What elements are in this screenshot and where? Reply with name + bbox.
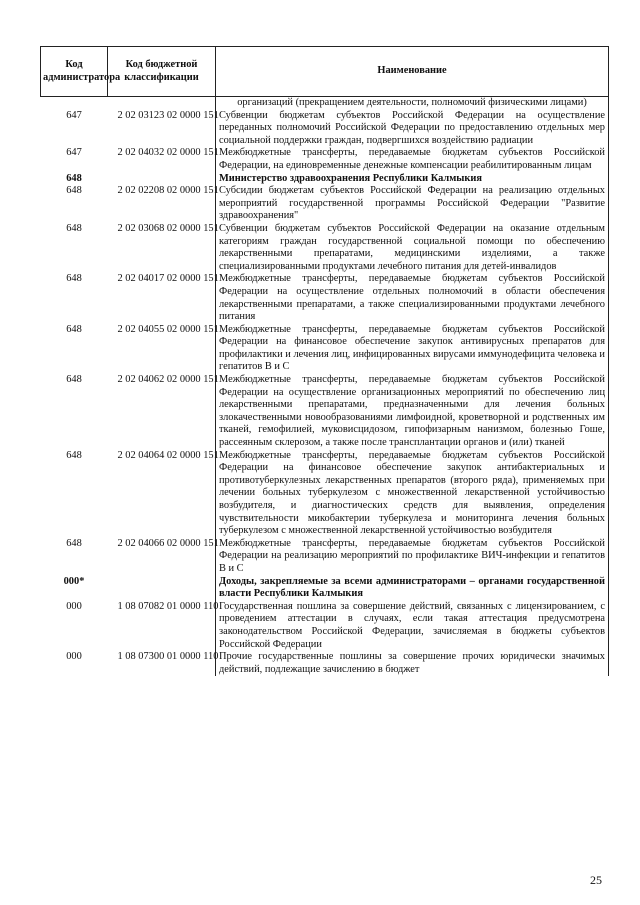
admin-code-cell: 648 xyxy=(66,537,82,549)
name-cell: Субсидии бюджетам субъектов Российской Федерации на реализацию отдельных мероприятий государственной программы Российской Федерации "Развитие здравоохранения" xyxy=(216,185,609,223)
table-header-row xyxy=(41,47,609,97)
kbk-cell: 2 02 04017 02 0000 151 xyxy=(117,273,219,285)
kbk-cell: 2 02 04066 02 0000 151 xyxy=(117,537,219,549)
admin-code-cell: 648 xyxy=(66,172,82,184)
admin-code-cell: 648 xyxy=(66,449,82,461)
kbk-cell xyxy=(108,173,216,186)
kbk-cell: 2 02 04062 02 0000 151 xyxy=(117,374,219,386)
page-number: 25 xyxy=(590,873,602,887)
table-row xyxy=(41,651,609,676)
name-cell: Прочие государственные пошлины за совершение прочих юридически значимых действий, подлежащие зачислению в бюджет xyxy=(216,651,609,676)
name-cell: Субвенции бюджетам субъектов Российской Федерации на оказание отдельным категориям граждан государственной социальной помощи по обеспечению лекарственными препаратами, медицинскими изделиями, а также специализированными продуктами лечебного питания для детей-инвалидов xyxy=(216,223,609,273)
header-kbk: Код бюджетной классификации xyxy=(108,47,216,97)
header-admin-code: Код администратора xyxy=(41,47,108,97)
kbk-cell: 2 02 04032 02 0000 151 xyxy=(117,147,219,159)
admin-code-cell: 647 xyxy=(66,147,82,159)
admin-code-cell xyxy=(41,97,108,110)
admin-code-cell: 000 xyxy=(66,651,82,663)
name-cell: Государственная пошлина за совершение действий, связанных с лицензированием, с проведением аттестации в случаях, если такая аттестация предусмотрена законодательством Российской Федерации, зачисляемая в бюджеты субъектов Российской Федерации xyxy=(216,601,609,651)
kbk-cell: 2 02 03068 02 0000 151 xyxy=(117,222,219,234)
admin-code-cell: 648 xyxy=(66,374,82,386)
name-cell: Межбюджетные трансферты, передаваемые бюджетам субъектов Российской Федерации на осуществление организационных мероприятий по обеспечению лиц лекарственными препаратами, предназначенными для лечения больных злокачественными новообразованиями лимфоидной, кроветворной и родственных им тканей, гемофилией, муковисцидозом, гипофизарным нанизмом, болезнью Гоше, рассеянным склерозом, а также после трансплантации органов и (или) тканей xyxy=(216,374,609,450)
table-row xyxy=(41,450,609,538)
kbk-cell: 2 02 02208 02 0000 151 xyxy=(117,185,219,197)
kbk-cell: 2 02 04064 02 0000 151 xyxy=(117,449,219,461)
kbk-cell xyxy=(108,97,216,110)
table-row xyxy=(41,110,609,148)
header-name: Наименование xyxy=(216,47,609,97)
table-row xyxy=(41,374,609,450)
table-row xyxy=(41,173,609,186)
admin-code-cell: 648 xyxy=(66,185,82,197)
table-row xyxy=(41,273,609,323)
name-cell: Межбюджетные трансферты, передаваемые бюджетам субъектов Российской Федерации на финансовое обеспечение закупок антибактериальных и противотуберкулезных лекарственных препаратов (второго ряда), применяемых при лечении больных туберкулезом с множественной лекарственной устойчивостью возбудителя, и диагностических средств для выявления, определения чувствительности микобактерии туберкулеза и мониторинга лечения больных туберкулезом с множественной лекарственной устойчивостью возбудителя xyxy=(216,450,609,538)
name-cell: Доходы, закрепляемые за всеми администраторами – органами государственной власти Республики Калмыкия xyxy=(216,576,609,601)
name-cell: Межбюджетные трансферты, передаваемые бюджетам субъектов Российской Федерации на осуществление отдельных полномочий в области обеспечения лекарственными препаратами, а также специализированными продуктами лечебного питания xyxy=(216,273,609,323)
table-row xyxy=(41,538,609,576)
kbk-cell: 1 08 07082 01 0000 110 xyxy=(117,600,219,612)
admin-code-cell: 648 xyxy=(66,273,82,285)
admin-code-cell: 648 xyxy=(66,323,82,335)
name-cell: Министерство здравоохранения Республики Калмыкия xyxy=(216,173,609,186)
table-row xyxy=(41,97,609,110)
kbk-cell: 2 02 04055 02 0000 151 xyxy=(117,323,219,335)
kbk-cell: 1 08 07300 01 0000 110 xyxy=(117,651,219,663)
admin-code-cell: 000 xyxy=(66,600,82,612)
table-row xyxy=(41,324,609,374)
table-row xyxy=(41,147,609,172)
name-cell: Межбюджетные трансферты, передаваемые бюджетам субъектов Российской Федерации на реализацию мероприятий по профилактике ВИЧ-инфекции и гепатитов В и С xyxy=(216,538,609,576)
name-cell: Межбюджетные трансферты, передаваемые бюджетам субъектов Российской Федерации, на единовременные денежные компенсации реабилитированным лицам xyxy=(216,147,609,172)
table-row xyxy=(41,185,609,223)
table-row xyxy=(41,601,609,651)
name-cell: Межбюджетные трансферты, передаваемые бюджетам субъектов Российской Федерации на финансовое обеспечение закупок антивирусных препаратов для профилактики и лечения лиц, инфицированных вирусами иммунодефицита человека и гепатитов В и С xyxy=(216,324,609,374)
table-row xyxy=(41,223,609,273)
kbk-cell xyxy=(108,576,216,601)
admin-code-cell: 000* xyxy=(63,575,85,587)
admin-code-cell: 647 xyxy=(66,109,82,121)
name-cell: организаций (прекращением деятельности, полномочий физическими лицами) xyxy=(216,97,609,110)
name-cell: Субвенции бюджетам субъектов Российской Федерации на осуществление переданных полномочий Российской Федерации по предоставлению отдельных мер социальной поддержки граждан, подвергшихся воздействию радиации xyxy=(216,110,609,148)
table-row xyxy=(41,576,609,601)
admin-code-cell: 648 xyxy=(66,222,82,234)
budget-classification-table xyxy=(40,46,609,676)
kbk-cell: 2 02 03123 02 0000 151 xyxy=(117,109,219,121)
